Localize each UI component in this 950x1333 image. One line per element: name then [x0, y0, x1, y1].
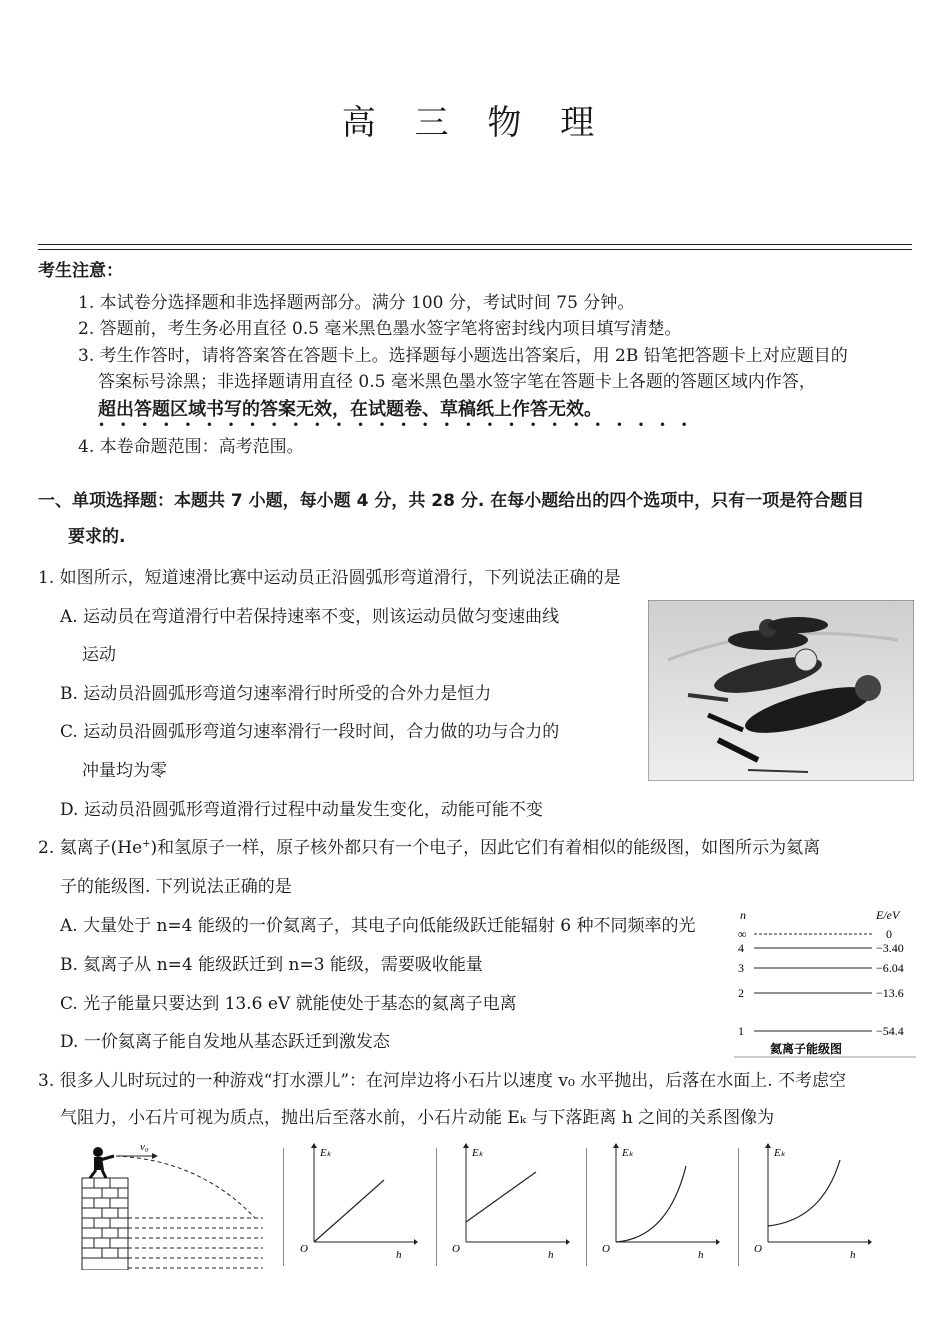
- level-n-4: 4: [738, 941, 744, 955]
- graph-d-x-label: h: [850, 1249, 856, 1260]
- question-2-stem: [38, 833, 820, 858]
- graph-b-curve: [466, 1172, 536, 1222]
- level-n-inf: ∞: [738, 927, 747, 941]
- question-1-stem: 1. 如图所示，短道速滑比赛中运动员正沿圆弧形弯道滑行，下列说法正确的是: [38, 568, 621, 588]
- q2-stem-part-2: )和氢原子一样，原子核外都只有一个电子，因此它们有着相似的能级图，如图所示为氦离: [150, 838, 821, 858]
- divider: [283, 1148, 284, 1266]
- question-2-option-a: A. 大量处于 n=4 能级的一价氦离子，其电子向低能级跃迁能辐射 6 种不同频率的光: [60, 916, 696, 936]
- page-title: 高 三 物 理: [341, 103, 609, 143]
- question-3-stem: 3. 很多人儿时玩过的一种游戏“打水漂儿”：在河岸边将小石片以速度 v₀ 水平抛出，后落在水面上. 不考虑空: [38, 1071, 847, 1091]
- graph-b-origin: O: [452, 1243, 460, 1255]
- graph-d-curve: [768, 1160, 840, 1226]
- notice-item-3-cont: 答案标号涂黑；非选择题请用直径 0.5 毫米黑色墨水签字笔在答题卡上各题的答题区域内作答，: [98, 372, 816, 392]
- question-3-stem-cont: 气阻力，小石片可视为质点，抛出后至落水前，小石片动能 Eₖ 与下落距离 h 之间的关系图像为: [60, 1108, 775, 1128]
- level-n-1: 1: [738, 1024, 744, 1038]
- notice-item-4: 4. 本卷命题范围：高考范围。: [78, 437, 304, 457]
- graph-d-origin: O: [754, 1243, 762, 1255]
- n-axis-label: n: [740, 908, 746, 922]
- question-2-option-d: D. 一价氦离子能自发地从基态跃迁到激发态: [60, 1032, 390, 1052]
- question-1-option-c-cont: 冲量均为零: [82, 761, 167, 781]
- graph-a-curve: [314, 1180, 384, 1242]
- question-1-option-a-cont: 运动: [82, 645, 116, 665]
- graph-c-x-label: h: [698, 1249, 704, 1260]
- graph-a-y-label: Eₖ: [320, 1147, 332, 1159]
- graph-c: [598, 1142, 720, 1260]
- question-1-option-a: A. 运动员在弯道滑行中若保持速率不变，则该运动员做匀变速曲线: [60, 607, 560, 627]
- v0-label: v₀: [140, 1141, 149, 1153]
- graph-d: [750, 1142, 872, 1260]
- divider: [436, 1148, 437, 1266]
- energy-axis-label: E/eV: [876, 908, 900, 922]
- graph-a: [296, 1142, 418, 1260]
- notice-item-3-emphasis: 超出答题区域书写的答案无效，在试题卷、草稿纸上作答无效。: [98, 399, 602, 420]
- notice-item-2: 2. 答题前，考生务必用直径 0.5 毫米黑色墨水签字笔将密封线内项目填写清楚。: [78, 319, 682, 339]
- header-rule-thin: [38, 249, 912, 250]
- level-e-2: −13.6: [876, 986, 904, 1000]
- divider: [738, 1148, 739, 1266]
- question-1-option-d: D. 运动员沿圆弧形弯道滑行过程中动量发生变化，动能可能不变: [60, 800, 543, 820]
- notice-heading: 考生注意：: [38, 261, 123, 281]
- level-n-2: 2: [738, 986, 744, 1000]
- graph-c-y-label: Eₖ: [622, 1147, 634, 1159]
- section-heading-cont: 要求的.: [68, 527, 126, 547]
- question-1-option-c: C. 运动员沿圆弧形弯道匀速率滑行一段时间，合力做的功与合力的: [60, 722, 560, 742]
- divider: [586, 1148, 587, 1266]
- question-2-option-c: C. 光子能量只要达到 13.6 eV 就能使处于基态的氦离子电离: [60, 994, 517, 1014]
- question-2-stem-cont: 子的能级图. 下列说法正确的是: [60, 877, 292, 897]
- question-1-option-b: B. 运动员沿圆弧形弯道匀速率滑行时所受的合外力是恒力: [60, 684, 492, 704]
- question-2-option-b: B. 氦离子从 n=4 能级跃迁到 n=3 能级，需要吸收能量: [60, 955, 483, 975]
- q2-superscript: +: [142, 838, 151, 850]
- graph-c-origin: O: [602, 1243, 610, 1255]
- skating-photo: [648, 600, 914, 781]
- level-e-1: −54.4: [876, 1024, 904, 1038]
- notice-item-3: 3. 考生作答时，请将答案答在答题卡上。选择题每小题选出答案后，用 2B 铅笔把答题卡上对应题目的: [78, 346, 848, 366]
- section-heading: 一、单项选择题：本题共 7 小题，每小题 4 分，共 28 分. 在每小题给出的四个选项中，只有一项是符合题目: [38, 491, 865, 511]
- q2-stem-part: 2. 氦离子(He: [38, 838, 143, 858]
- level-e-4: −3.40: [876, 941, 904, 955]
- header-rule: [38, 244, 912, 245]
- diagram-caption: 氦离子能级图: [770, 1042, 843, 1056]
- notice-item-1: 1. 本试卷分选择题和非选择题两部分。满分 100 分，考试时间 75 分钟。: [78, 293, 635, 313]
- emphasis-dots: ••••••••••••••••••••••••••••: [98, 418, 703, 432]
- level-e-3: −6.04: [876, 961, 904, 975]
- graph-b: [448, 1142, 570, 1260]
- graph-a-x-label: h: [396, 1249, 402, 1260]
- level-n-3: 3: [738, 961, 744, 975]
- stone-throw-scene: [80, 1138, 265, 1270]
- level-e-inf: 0: [886, 927, 892, 941]
- energy-level-diagram: [734, 905, 916, 1060]
- graph-c-curve: [616, 1166, 686, 1242]
- graph-a-origin: O: [300, 1243, 308, 1255]
- graph-d-y-label: Eₖ: [774, 1147, 786, 1159]
- graph-b-x-label: h: [548, 1249, 554, 1260]
- graph-b-y-label: Eₖ: [472, 1147, 484, 1159]
